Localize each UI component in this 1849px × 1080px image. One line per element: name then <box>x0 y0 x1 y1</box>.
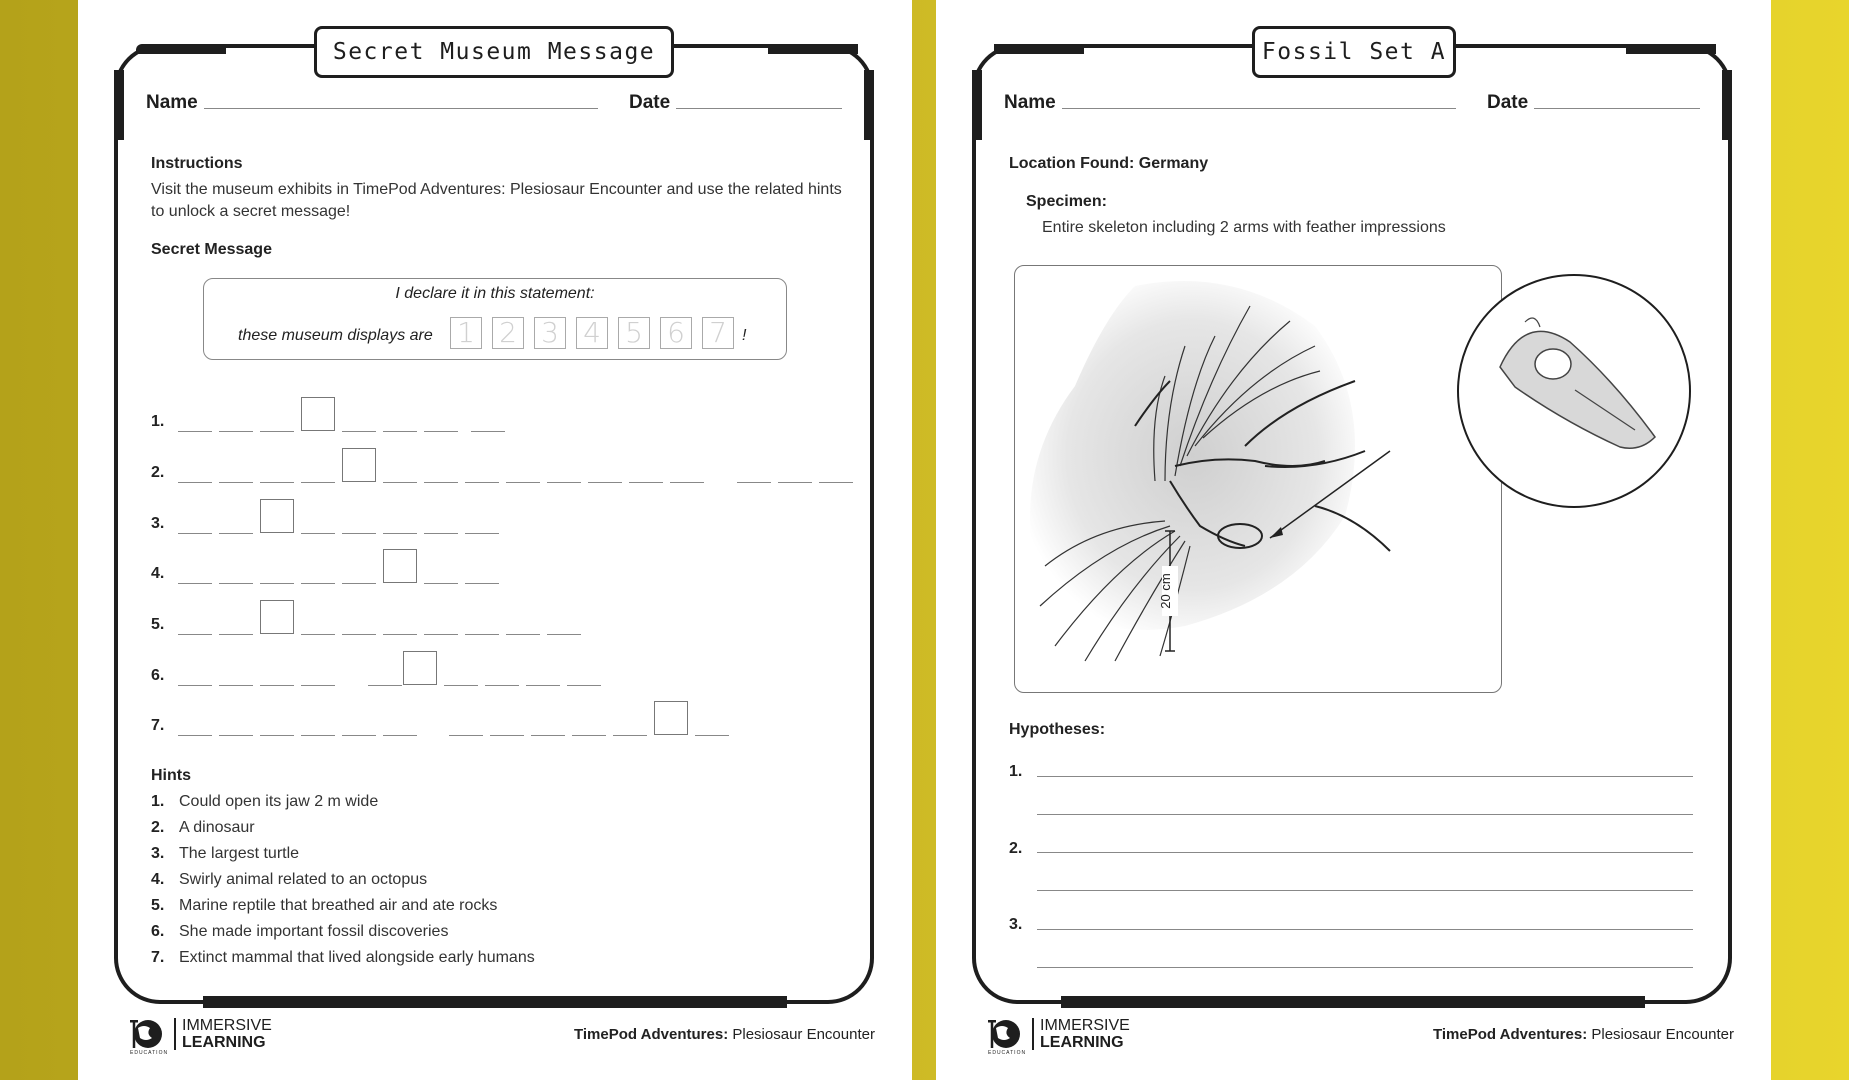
letter-blank[interactable] <box>301 533 335 534</box>
frame-accent-right <box>864 70 874 140</box>
letter-blank[interactable] <box>301 583 335 584</box>
location-found: Location Found: Germany <box>1009 155 1209 172</box>
puzzle-row-number: 5. <box>151 616 165 633</box>
hypothesis-line[interactable] <box>1037 814 1693 815</box>
letter-blank[interactable] <box>424 583 458 584</box>
displays-are-text: these museum displays are <box>238 327 433 344</box>
fossil-set-worksheet <box>936 0 1771 1080</box>
date-label: Date <box>629 92 671 113</box>
letter-blank[interactable] <box>465 533 499 534</box>
hint-text: A dinosaur <box>179 819 255 836</box>
letter-blank[interactable] <box>178 685 212 686</box>
frame-accent-left <box>114 70 124 140</box>
logo-immersive: IMMERSIVE <box>1040 1017 1130 1034</box>
letter-blank[interactable] <box>219 482 253 483</box>
hint-number: 6. <box>151 923 165 940</box>
scale-bar-label: 20 cm <box>1158 573 1173 609</box>
letter-blank[interactable] <box>383 533 417 534</box>
frame-accent-top-left <box>994 44 1084 54</box>
hypothesis-number: 1. <box>1009 763 1023 780</box>
letter-blank[interactable] <box>567 685 601 686</box>
letter-blank[interactable] <box>342 583 376 584</box>
letter-blank[interactable] <box>342 431 376 432</box>
name-label: Name <box>1004 92 1056 113</box>
letter-blank[interactable] <box>737 482 771 483</box>
date-field[interactable] <box>676 108 842 109</box>
secret-message-worksheet <box>78 0 912 1080</box>
letter-blank[interactable] <box>260 431 294 432</box>
logo-immersive: IMMERSIVE <box>182 1017 272 1034</box>
puzzle-row-number: 3. <box>151 515 165 532</box>
letter-blank[interactable] <box>465 482 499 483</box>
series-bold: TimePod Adventures: <box>574 1026 729 1043</box>
letter-blank[interactable] <box>342 533 376 534</box>
key-letter-box[interactable] <box>301 397 335 431</box>
key-letter-box[interactable] <box>403 651 437 685</box>
hints-heading: Hints <box>151 767 191 784</box>
letter-blank[interactable] <box>260 735 294 736</box>
letter-blank[interactable] <box>547 482 581 483</box>
answer-box-5[interactable]: 5 <box>618 317 650 349</box>
key-letter-box[interactable] <box>260 499 294 533</box>
letter-blank[interactable] <box>178 583 212 584</box>
hint-number: 7. <box>151 949 165 966</box>
letter-blank[interactable] <box>424 482 458 483</box>
hint-number: 4. <box>151 871 165 888</box>
answer-box-4[interactable]: 4 <box>576 317 608 349</box>
letter-blank[interactable] <box>368 685 402 686</box>
exclamation-mark: ! <box>742 327 747 344</box>
puzzle-row-number: 6. <box>151 667 165 684</box>
logo-learning: LEARNING <box>1040 1034 1124 1051</box>
puzzle-row-number: 2. <box>151 464 165 481</box>
letter-blank[interactable] <box>219 685 253 686</box>
name-field[interactable] <box>1062 108 1456 109</box>
hint-number: 5. <box>151 897 165 914</box>
letter-blank[interactable] <box>506 482 540 483</box>
date-label: Date <box>1487 92 1529 113</box>
logo-learning: LEARNING <box>182 1034 266 1051</box>
logo-education-text: EDUCATION <box>988 1050 1027 1056</box>
letter-blank[interactable] <box>178 482 212 483</box>
frame-accent-bottom <box>1061 996 1645 1008</box>
frame-accent-top-right <box>1626 44 1716 54</box>
hypothesis-line[interactable] <box>1037 929 1693 930</box>
letter-blank[interactable] <box>547 634 581 635</box>
series-rest: Plesiosaur Encounter <box>1591 1026 1734 1043</box>
letter-blank[interactable] <box>178 533 212 534</box>
letter-blank[interactable] <box>219 735 253 736</box>
date-field[interactable] <box>1534 108 1700 109</box>
statement-text: I declare it in this statement: <box>395 285 595 302</box>
letter-blank[interactable] <box>588 482 622 483</box>
answer-box-3[interactable]: 3 <box>534 317 566 349</box>
letter-blank[interactable] <box>471 431 505 432</box>
letter-blank[interactable] <box>424 431 458 432</box>
worksheet-title: Secret Museum Message <box>314 26 674 78</box>
logo-divider <box>1032 1018 1034 1050</box>
hint-text: Extinct mammal that lived alongside early humans <box>179 949 535 966</box>
letter-blank[interactable] <box>342 634 376 635</box>
letter-blank[interactable] <box>490 735 524 736</box>
series-bold: TimePod Adventures: <box>1433 1026 1588 1043</box>
instructions-heading: Instructions <box>151 155 243 172</box>
hypothesis-line[interactable] <box>1037 776 1693 777</box>
puzzle-row-number: 4. <box>151 565 165 582</box>
letter-blank[interactable] <box>670 482 704 483</box>
specimen-label: Specimen: <box>1026 193 1107 210</box>
letter-blank[interactable] <box>178 431 212 432</box>
letter-blank[interactable] <box>695 735 729 736</box>
discovery-education-logo <box>126 1016 272 1058</box>
secret-message-heading: Secret Message <box>151 241 272 258</box>
letter-blank[interactable] <box>219 533 253 534</box>
name-label: Name <box>146 92 198 113</box>
hint-number: 3. <box>151 845 165 862</box>
letter-blank[interactable] <box>178 735 212 736</box>
letter-blank[interactable] <box>613 735 647 736</box>
frame-accent-left <box>972 70 982 140</box>
puzzle-row-number: 1. <box>151 413 165 430</box>
letter-blank[interactable] <box>178 634 212 635</box>
frame-accent-right <box>1722 70 1732 140</box>
letter-blank[interactable] <box>260 685 294 686</box>
letter-blank[interactable] <box>383 482 417 483</box>
letter-blank[interactable] <box>778 482 812 483</box>
logo-education-text: EDUCATION <box>130 1050 169 1056</box>
letter-blank[interactable] <box>219 634 253 635</box>
letter-blank[interactable] <box>531 735 565 736</box>
logo-divider <box>174 1018 176 1050</box>
instructions-text: Visit the museum exhibits in TimePod Adventures: Plesiosaur Encounter and use the related hints to unlock a secret message! <box>151 181 842 220</box>
answer-box-7[interactable]: 7 <box>702 317 734 349</box>
letter-blank[interactable] <box>485 685 519 686</box>
answer-box-2[interactable]: 2 <box>492 317 524 349</box>
series-title <box>1433 1026 1734 1043</box>
letter-blank[interactable] <box>301 482 335 483</box>
archaeopteryx-fossil-image <box>1015 266 1501 692</box>
hint-text: Could open its jaw 2 m wide <box>179 793 379 810</box>
letter-blank[interactable] <box>526 685 560 686</box>
letter-blank[interactable] <box>219 431 253 432</box>
skull-magnified-view <box>1455 272 1693 510</box>
letter-blank[interactable] <box>424 533 458 534</box>
letter-blank[interactable] <box>301 735 335 736</box>
secret-message-box <box>203 278 787 360</box>
letter-blank[interactable] <box>444 685 478 686</box>
key-letter-box[interactable] <box>260 600 294 634</box>
frame-accent-top-left <box>136 44 226 54</box>
letter-blank[interactable] <box>260 583 294 584</box>
letter-blank[interactable] <box>301 685 335 686</box>
letter-blank[interactable] <box>342 735 376 736</box>
letter-blank[interactable] <box>301 634 335 635</box>
hint-text: She made important fossil discoveries <box>179 923 449 940</box>
worksheet-title: Fossil Set A <box>1252 26 1456 78</box>
key-letter-box[interactable] <box>342 448 376 482</box>
letter-blank[interactable] <box>219 583 253 584</box>
discovery-education-logo <box>984 1016 1130 1058</box>
letter-blank[interactable] <box>449 735 483 736</box>
specimen-text: Entire skeleton including 2 arms with feather impressions <box>1042 219 1446 236</box>
hypotheses-heading: Hypotheses: <box>1009 721 1106 738</box>
hint-number: 1. <box>151 793 165 810</box>
frame-accent-bottom <box>203 996 787 1008</box>
letter-blank[interactable] <box>506 634 540 635</box>
letter-blank[interactable] <box>260 482 294 483</box>
letter-blank[interactable] <box>819 482 853 483</box>
hypothesis-line[interactable] <box>1037 852 1693 853</box>
frame-accent-top-right <box>768 44 858 54</box>
fossil-illustration-frame <box>1014 265 1502 693</box>
hint-text: Swirly animal related to an octopus <box>179 871 428 888</box>
hint-text: The largest turtle <box>179 845 300 862</box>
series-rest: Plesiosaur Encounter <box>732 1026 875 1043</box>
letter-blank[interactable] <box>465 583 499 584</box>
puzzle-row-number: 7. <box>151 717 165 734</box>
letter-blank[interactable] <box>629 482 663 483</box>
hypothesis-number: 3. <box>1009 916 1023 933</box>
series-title <box>574 1026 875 1043</box>
letter-blank[interactable] <box>465 634 499 635</box>
key-letter-box[interactable] <box>654 701 688 735</box>
answer-box-6[interactable]: 6 <box>660 317 692 349</box>
hypothesis-line[interactable] <box>1037 890 1693 891</box>
key-letter-box[interactable] <box>383 549 417 583</box>
letter-blank[interactable] <box>424 634 458 635</box>
letter-blank[interactable] <box>383 735 417 736</box>
hypothesis-line[interactable] <box>1037 967 1693 968</box>
answer-box-1[interactable]: 1 <box>450 317 482 349</box>
hint-number: 2. <box>151 819 165 836</box>
hint-text: Marine reptile that breathed air and ate rocks <box>179 897 498 914</box>
name-field[interactable] <box>204 108 598 109</box>
hypothesis-number: 2. <box>1009 840 1023 857</box>
letter-blank[interactable] <box>572 735 606 736</box>
letter-blank[interactable] <box>383 634 417 635</box>
letter-blank[interactable] <box>383 431 417 432</box>
